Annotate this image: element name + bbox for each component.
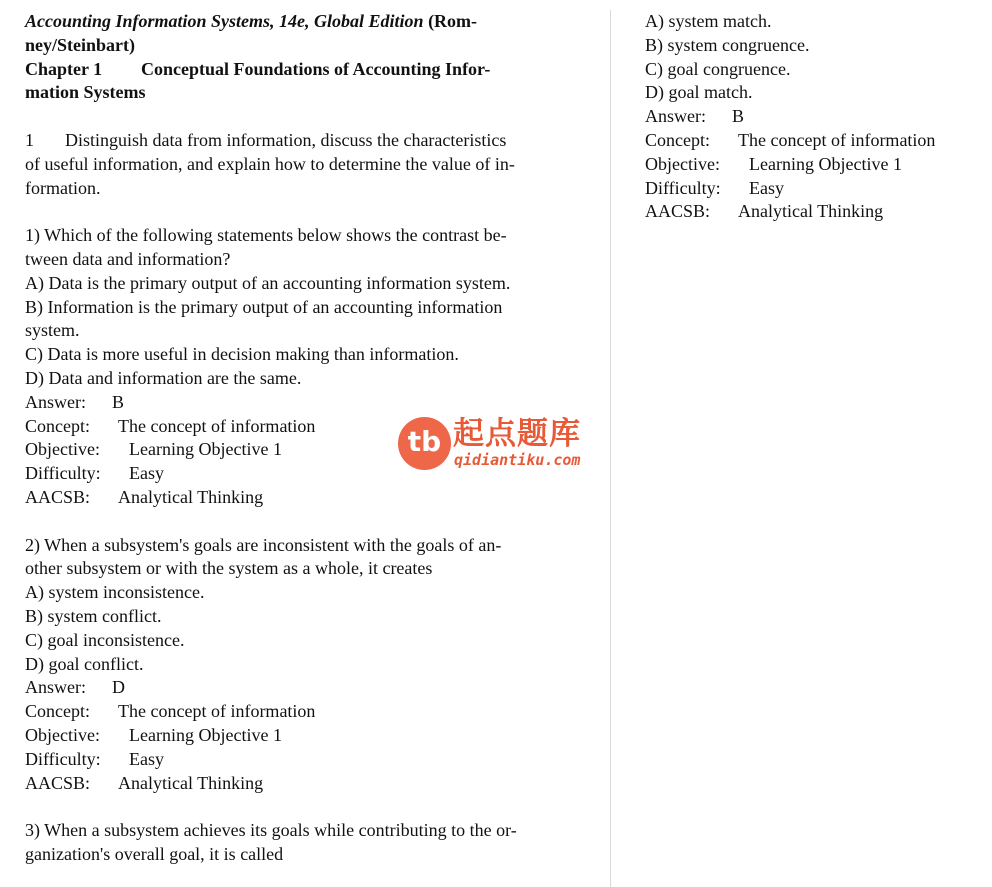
option-c: C) Data is more useful in decision making than information. (25, 344, 459, 365)
book-title-line (25, 10, 580, 34)
watermark-badge-text: tb (407, 425, 442, 458)
option-c: C) goal congruence. (645, 58, 791, 79)
option-a: A) Data is the primary output of an accounting information system. (25, 272, 511, 293)
concept-label: Concept: (645, 129, 710, 150)
question-stem: tween data and information? (25, 248, 231, 269)
aacsb-label: AACSB: (25, 486, 91, 507)
difficulty-value: Easy (129, 748, 164, 769)
chapter-title-part1: Conceptual Foundations of Accounting Infor- (141, 58, 491, 79)
book-title: Accounting Information Systems, 14e, Global Edition (25, 11, 424, 31)
option-b: B) Information is the primary output of an accounting information (25, 296, 503, 317)
option-a: A) system inconsistence. (25, 582, 205, 603)
answer-label: Answer: (25, 391, 86, 412)
difficulty-value: Easy (129, 463, 164, 484)
answer-label: Answer: (25, 677, 86, 698)
option-d: D) goal conflict. (25, 653, 144, 674)
authors-part1: (Rom- (423, 11, 478, 31)
concept-value: The concept of information (118, 701, 316, 722)
question-stem: ganization's overall goal, it is called (25, 843, 284, 864)
objective-label: Objective: (25, 439, 100, 460)
aacsb-value: Analytical Thinking (118, 772, 264, 793)
question-2 (25, 534, 580, 796)
objective-label: Objective: (645, 153, 720, 174)
objective-label: Objective: (25, 724, 100, 745)
option-a: A) system match. (645, 11, 772, 31)
difficulty-label: Difficulty: (25, 463, 101, 484)
aacsb-label: AACSB: (25, 772, 91, 793)
aacsb-row (25, 486, 580, 510)
objective-value: Learning Objective 1 (129, 439, 282, 460)
question-stem: 2) When a subsystem's goals are inconsistent with the goals of an- (25, 534, 502, 555)
option-b-cont: system. (25, 320, 80, 341)
answer-row (25, 391, 580, 415)
objective-value: Learning Objective 1 (749, 153, 902, 174)
aacsb-label: AACSB: (645, 201, 711, 222)
aacsb-value: Analytical Thinking (118, 486, 264, 507)
answer-value: D (112, 677, 125, 698)
concept-row (645, 129, 975, 153)
answer-row (25, 676, 580, 700)
aacsb-row (645, 200, 975, 224)
option-b: B) system conflict. (25, 605, 162, 626)
watermark-logo (398, 417, 598, 473)
concept-value: The concept of information (738, 129, 936, 150)
objective-text-2: of useful information, and explain how to determine the value of in- (25, 153, 515, 174)
option-d: D) Data and information are the same. (25, 367, 302, 388)
objective-line-1 (25, 129, 580, 153)
answer-value: B (112, 391, 125, 412)
difficulty-label: Difficulty: (645, 177, 721, 198)
right-column (645, 10, 975, 224)
objective-text-1: Distinguish data from information, discuss the characteristics (65, 129, 507, 150)
authors-part2: ney/Steinbart) (25, 34, 135, 55)
chapter-title-part2: mation Systems (25, 82, 146, 103)
difficulty-row (25, 748, 580, 772)
column-divider (610, 10, 611, 887)
answer-row (645, 105, 975, 129)
question-stem: 3) When a subsystem achieves its goals while contributing to the or- (25, 820, 517, 841)
watermark-site-name: qidiantiku (454, 451, 545, 469)
watermark-tld: .com (544, 451, 581, 469)
question-stem: other subsystem or with the system as a whole, it creates (25, 558, 433, 579)
option-d: D) goal match. (645, 82, 753, 103)
objective-row (645, 153, 975, 177)
difficulty-row (645, 177, 975, 201)
option-b: B) system congruence. (645, 34, 810, 55)
aacsb-row (25, 772, 580, 796)
concept-label: Concept: (25, 701, 90, 722)
concept-value: The concept of information (118, 415, 316, 436)
chapter-heading (25, 58, 580, 82)
objective-number: 1 (25, 129, 34, 150)
watermark-chinese: 起点题库 (453, 416, 581, 452)
objective-row (25, 724, 580, 748)
objective-text-3: formation. (25, 177, 101, 198)
question-stem: 1) Which of the following statements below shows the contrast be- (25, 225, 507, 246)
concept-row (25, 700, 580, 724)
chapter-label: Chapter 1 (25, 58, 103, 79)
concept-label: Concept: (25, 415, 90, 436)
aacsb-value: Analytical Thinking (738, 201, 884, 222)
objective-value: Learning Objective 1 (129, 724, 282, 745)
question-3-continued (645, 10, 975, 224)
option-c: C) goal inconsistence. (25, 629, 185, 650)
question-3-stem (25, 819, 580, 867)
answer-value: B (732, 106, 745, 127)
difficulty-label: Difficulty: (25, 748, 101, 769)
difficulty-value: Easy (749, 177, 784, 198)
watermark-site (454, 451, 580, 469)
answer-label: Answer: (645, 106, 706, 127)
